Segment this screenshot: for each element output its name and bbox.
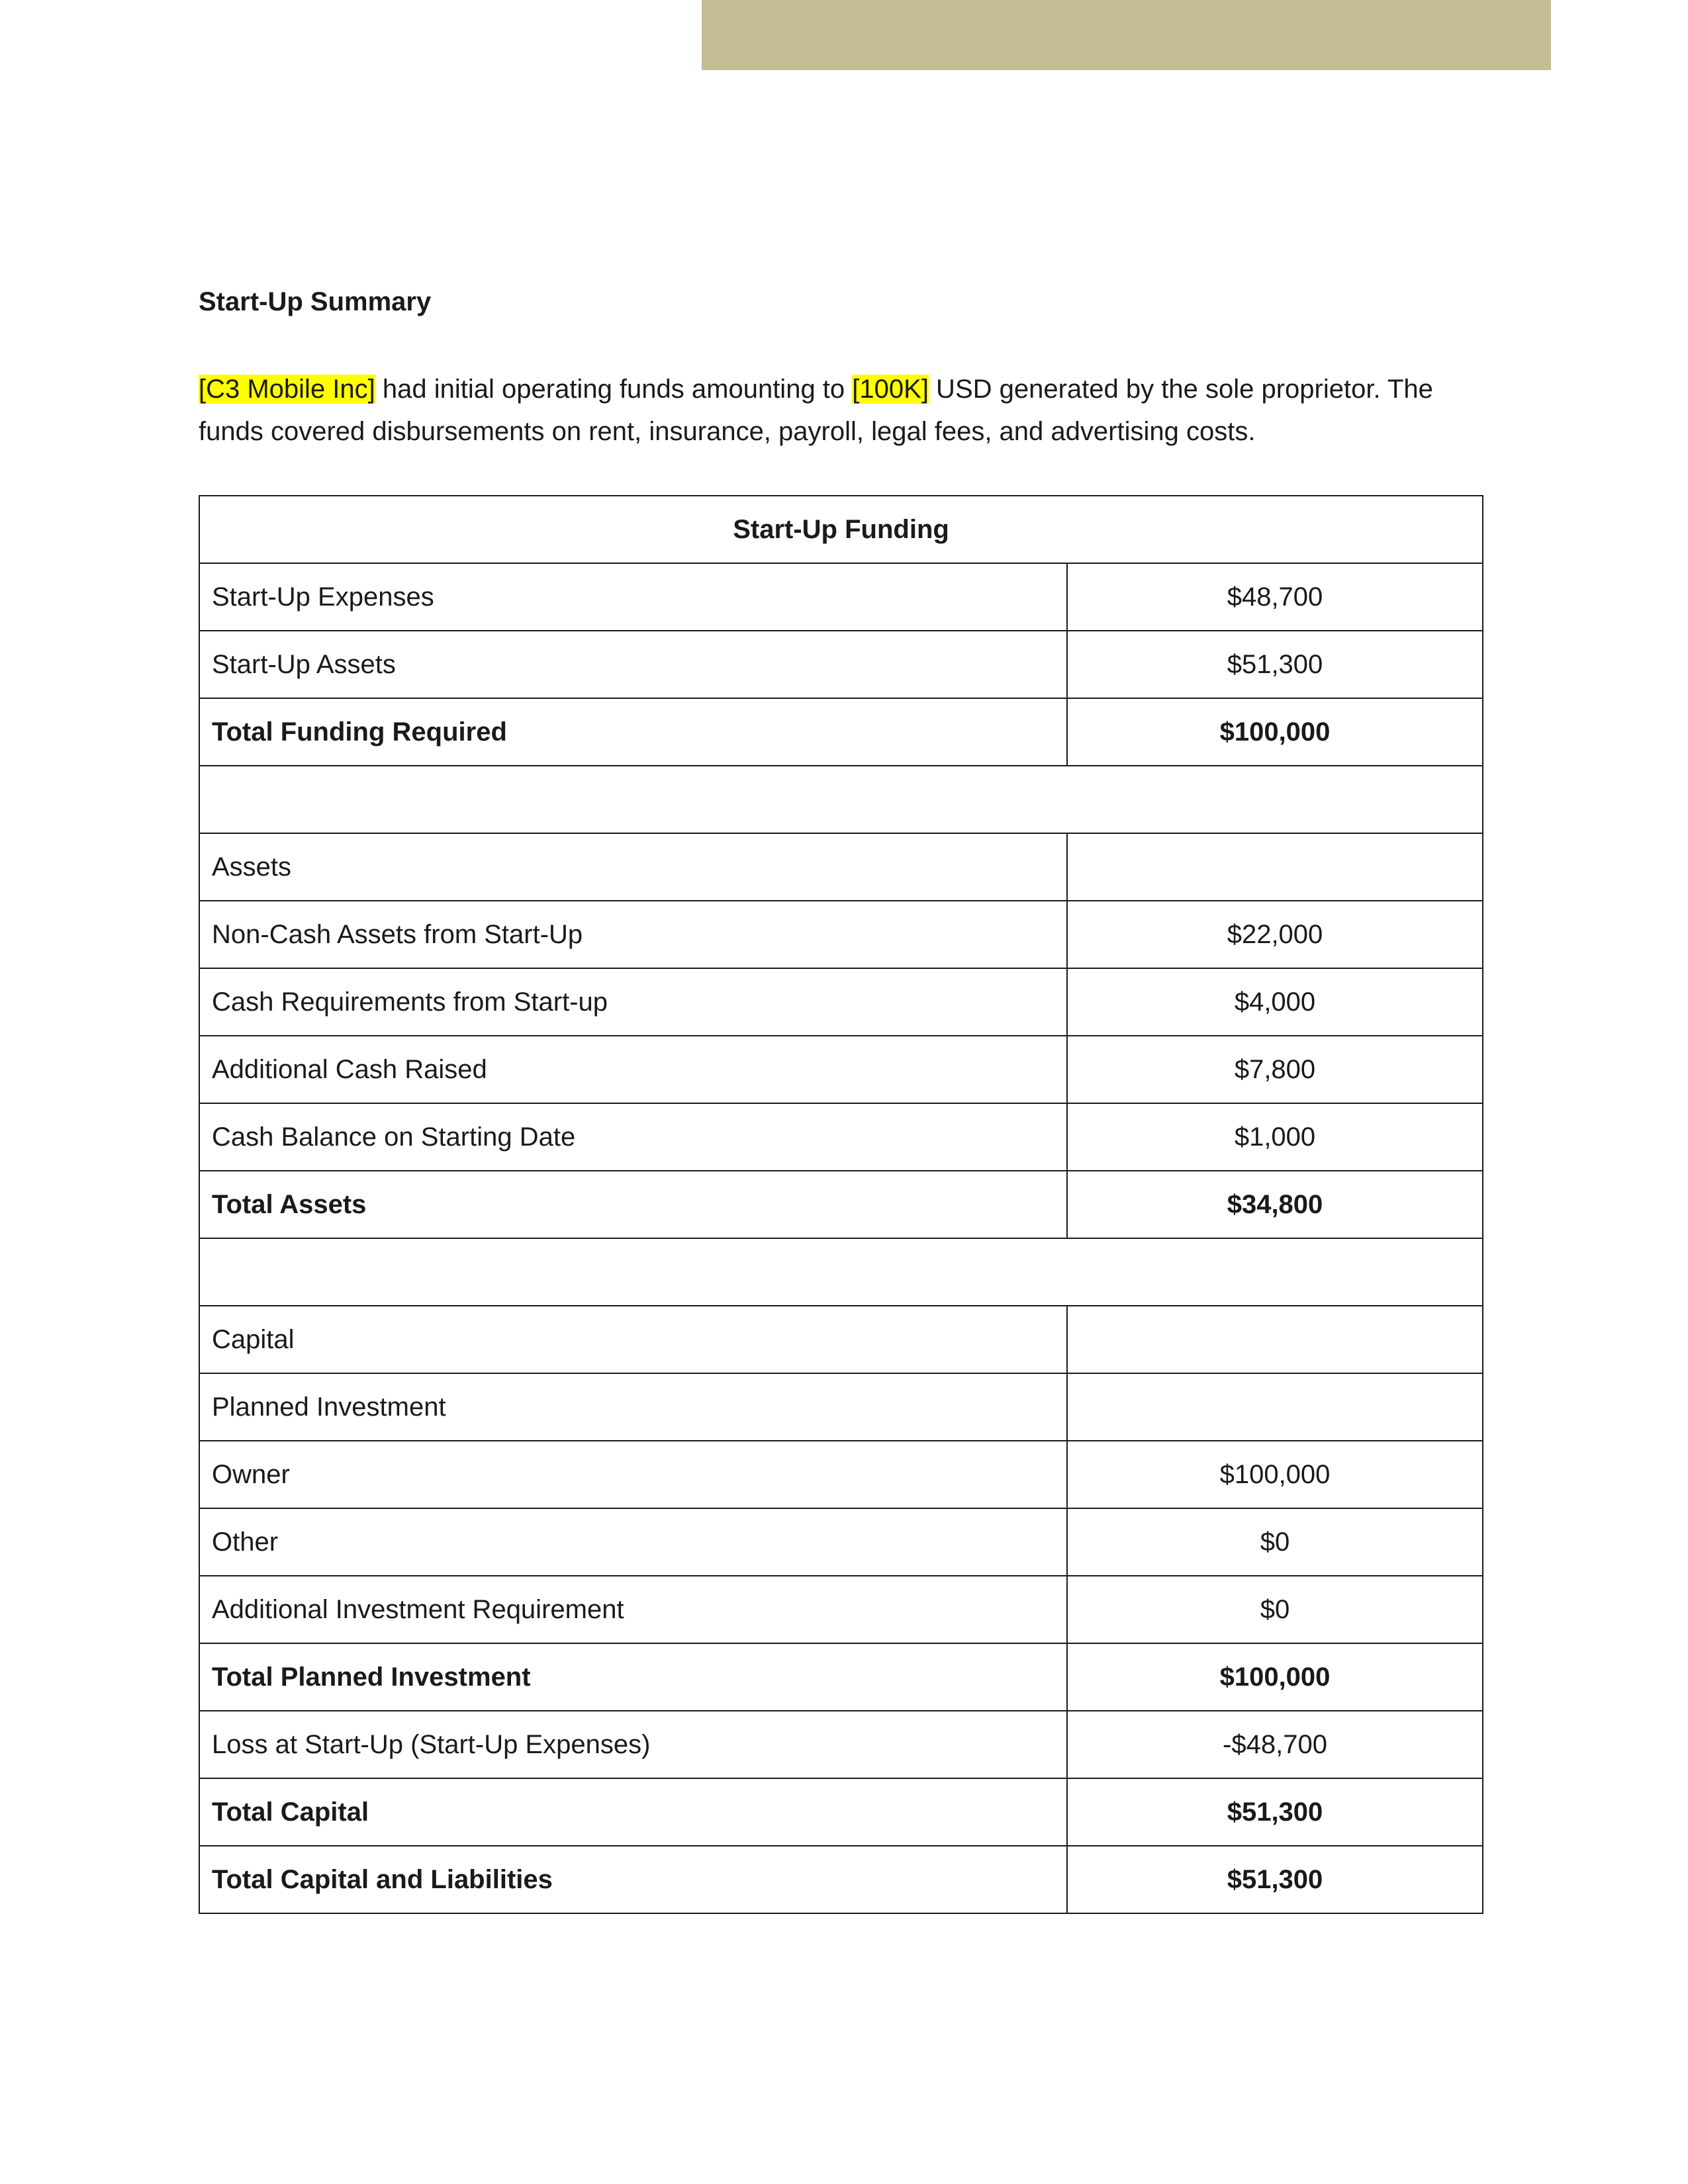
table-row — [199, 1373, 1483, 1441]
row-value: $7,800 — [1067, 1036, 1483, 1103]
table-row — [199, 1711, 1483, 1778]
row-value: $51,300 — [1067, 1846, 1483, 1913]
row-label: Total Planned Investment — [199, 1643, 1067, 1711]
spacer-row — [199, 1238, 1483, 1306]
table-header-row — [199, 496, 1483, 563]
table-row — [199, 563, 1483, 631]
row-value: $51,300 — [1067, 631, 1483, 698]
row-label: Start-Up Expenses — [199, 563, 1067, 631]
row-label: Total Capital and Liabilities — [199, 1846, 1067, 1913]
row-value — [1067, 833, 1483, 901]
table-row — [199, 1036, 1483, 1103]
row-label: Total Capital — [199, 1778, 1067, 1846]
table-row — [199, 901, 1483, 968]
section-title: Start-Up Summary — [199, 287, 432, 316]
header-color-band — [702, 0, 1551, 70]
row-value — [1067, 1373, 1483, 1441]
row-label: Loss at Start-Up (Start-Up Expenses) — [199, 1711, 1067, 1778]
intro-text-1: had initial operating funds amounting to — [375, 375, 853, 404]
row-value: $0 — [1067, 1576, 1483, 1643]
row-value: $100,000 — [1067, 698, 1483, 766]
company-name-highlight: [C3 Mobile Inc] — [199, 375, 375, 404]
row-label: Cash Balance on Starting Date — [199, 1103, 1067, 1171]
row-label: Cash Requirements from Start-up — [199, 968, 1067, 1036]
spacer-cell — [199, 1238, 1483, 1306]
table-row — [199, 1508, 1483, 1576]
row-value: $34,800 — [1067, 1171, 1483, 1238]
amount-highlight: [100K] — [852, 375, 929, 404]
row-value: -$48,700 — [1067, 1711, 1483, 1778]
row-value: $22,000 — [1067, 901, 1483, 968]
row-label: Capital — [199, 1306, 1067, 1373]
row-label: Additional Investment Requirement — [199, 1576, 1067, 1643]
startup-funding-table — [199, 495, 1483, 1914]
row-value — [1067, 1306, 1483, 1373]
row-label: Total Funding Required — [199, 698, 1067, 766]
row-value: $48,700 — [1067, 563, 1483, 631]
row-label: Other — [199, 1508, 1067, 1576]
row-value: $1,000 — [1067, 1103, 1483, 1171]
row-label: Start-Up Assets — [199, 631, 1067, 698]
row-label: Total Assets — [199, 1171, 1067, 1238]
table-row-total — [199, 698, 1483, 766]
table-row-total — [199, 1778, 1483, 1846]
table-row — [199, 1441, 1483, 1508]
row-value: $51,300 — [1067, 1778, 1483, 1846]
spacer-cell — [199, 766, 1483, 833]
row-value: $4,000 — [1067, 968, 1483, 1036]
table-row-total — [199, 1846, 1483, 1913]
row-label: Assets — [199, 833, 1067, 901]
table-row — [199, 833, 1483, 901]
row-label: Owner — [199, 1441, 1067, 1508]
intro-text-2: USD generated by the sole proprietor. The funds covered disbursements on rent, insurance, payroll, legal fees, and advertising costs. — [199, 375, 1433, 446]
row-label: Non-Cash Assets from Start-Up — [199, 901, 1067, 968]
row-value: $100,000 — [1067, 1643, 1483, 1711]
row-label: Additional Cash Raised — [199, 1036, 1067, 1103]
row-value: $0 — [1067, 1508, 1483, 1576]
table-row — [199, 631, 1483, 698]
table-row — [199, 1306, 1483, 1373]
table-row — [199, 1103, 1483, 1171]
table-title: Start-Up Funding — [199, 496, 1483, 563]
table-row-total — [199, 1643, 1483, 1711]
table-row — [199, 1576, 1483, 1643]
intro-paragraph — [199, 368, 1496, 453]
spacer-row — [199, 766, 1483, 833]
row-value: $100,000 — [1067, 1441, 1483, 1508]
table-row-total — [199, 1171, 1483, 1238]
row-label: Planned Investment — [199, 1373, 1067, 1441]
table-row — [199, 968, 1483, 1036]
